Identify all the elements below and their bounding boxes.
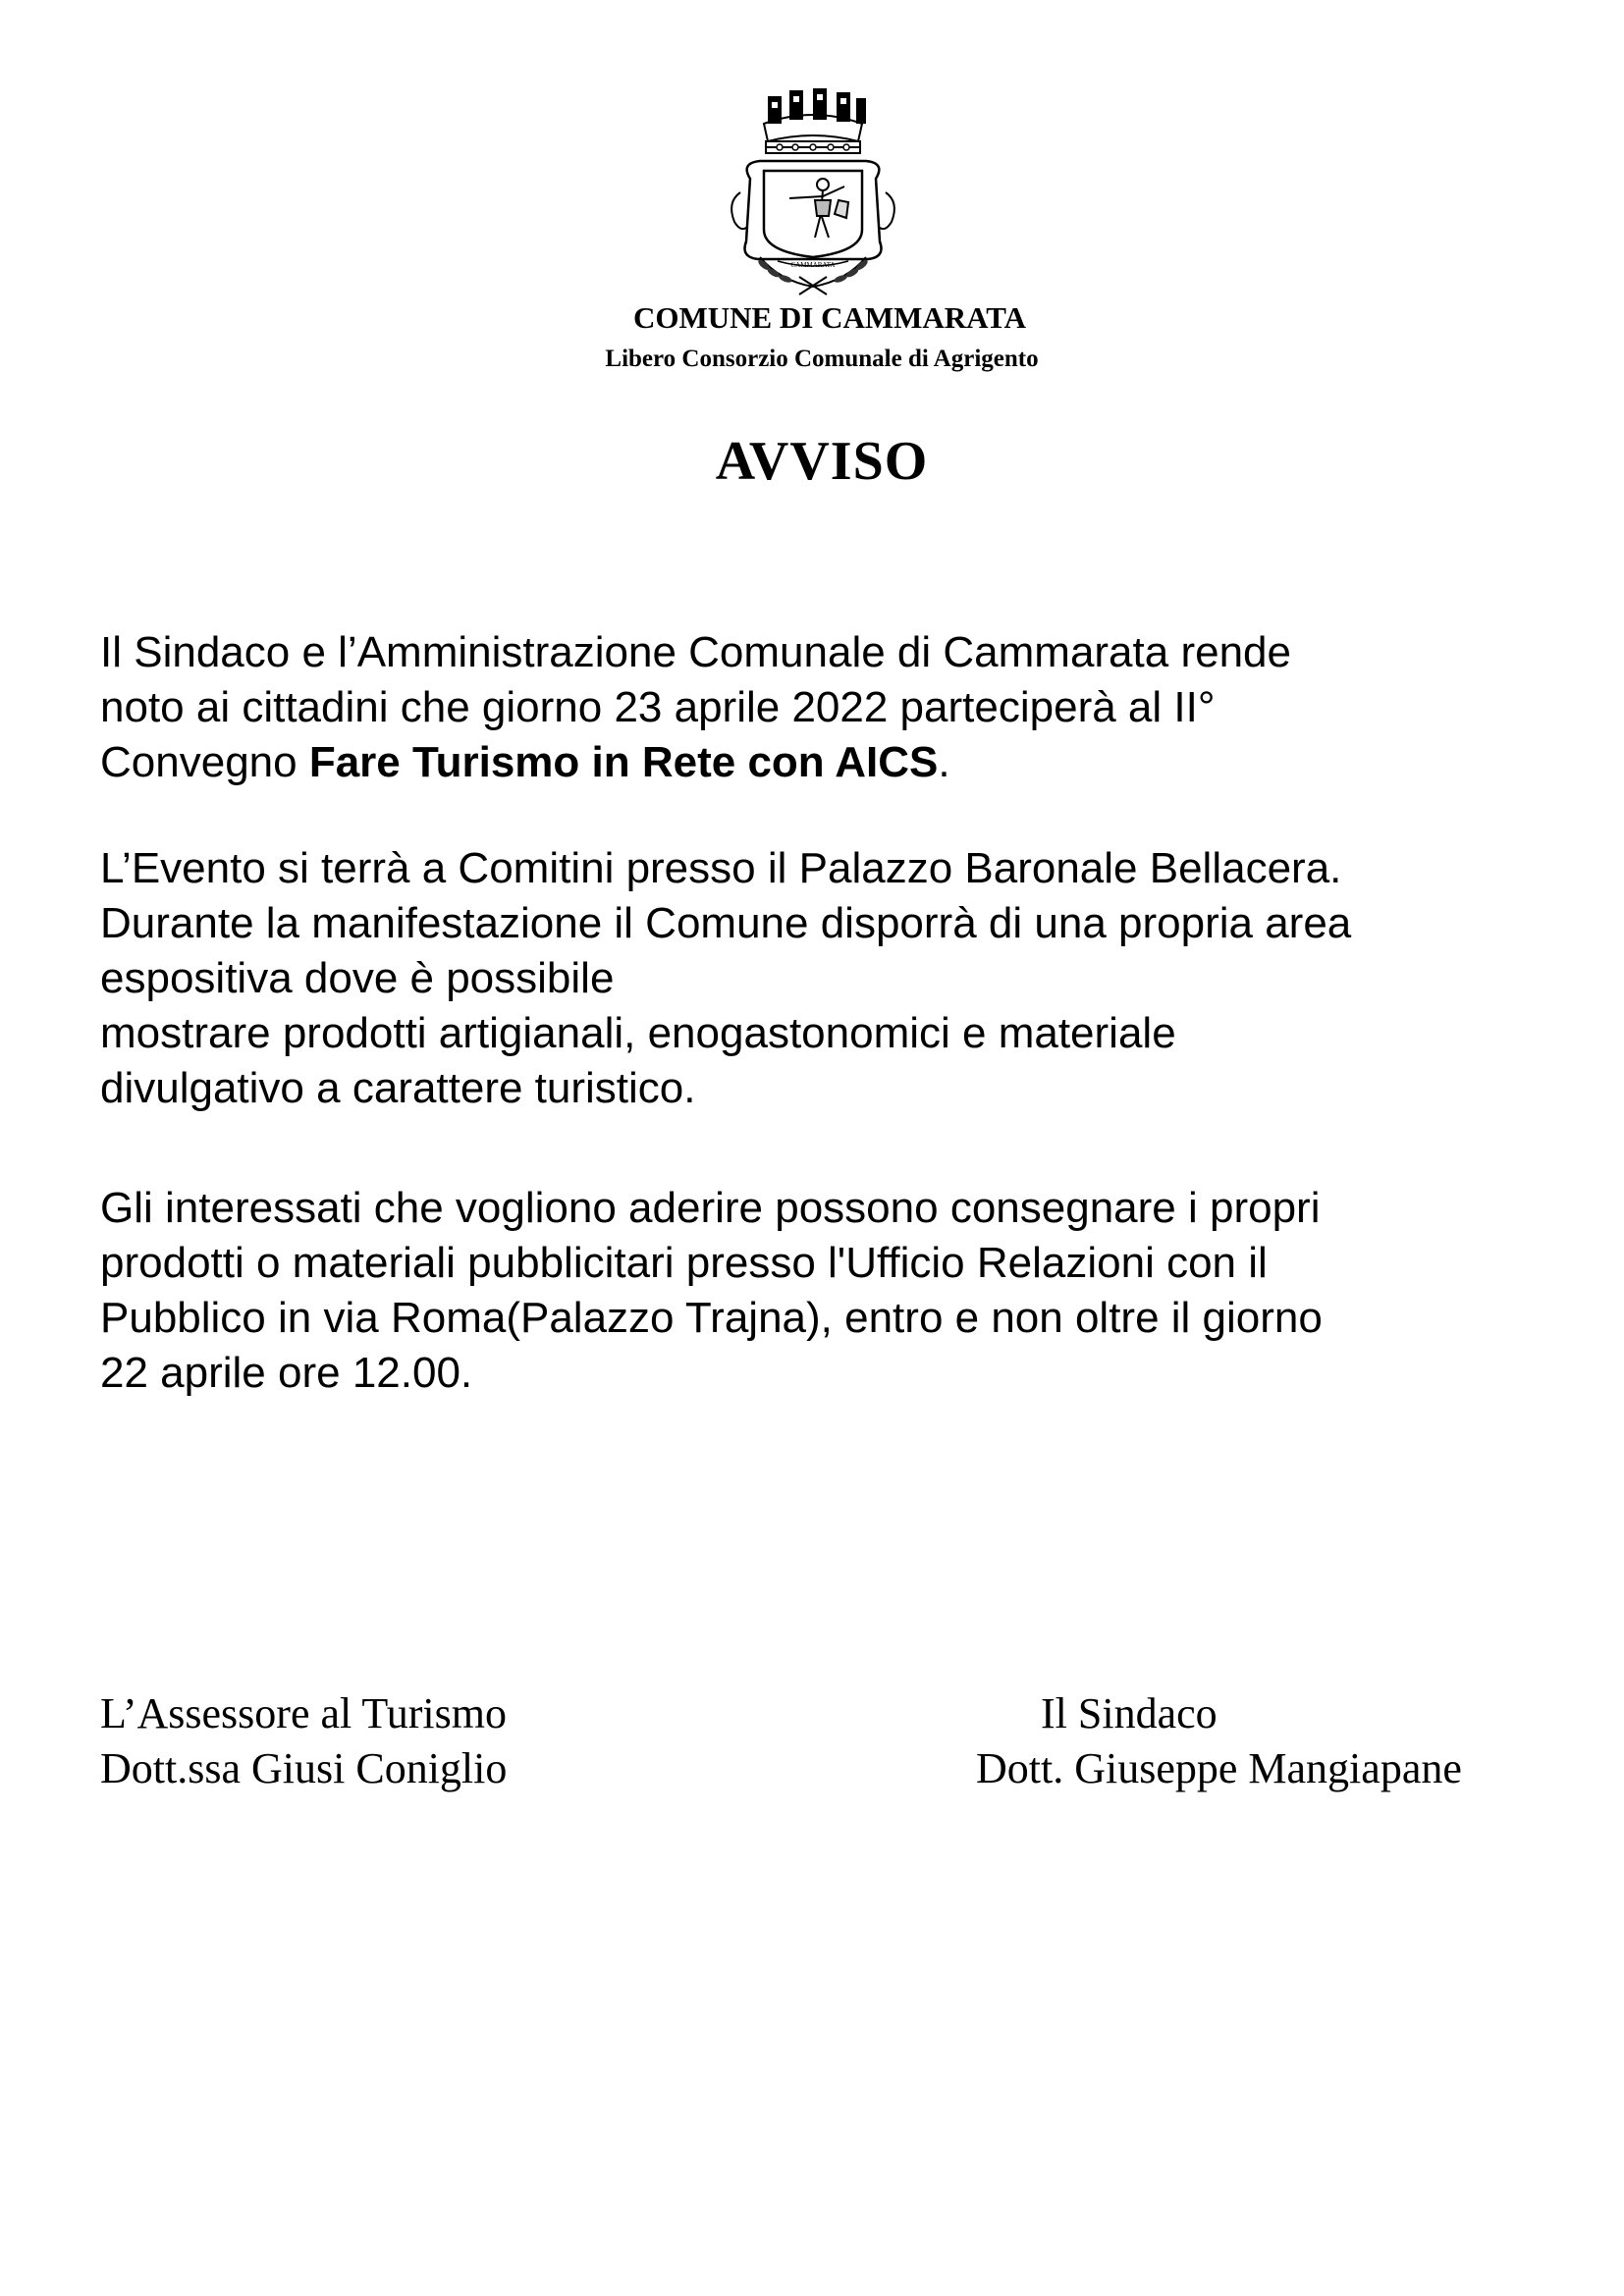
signature-role: Il Sindaco bbox=[1041, 1689, 1218, 1737]
paragraph-event-details bbox=[100, 841, 1553, 1116]
text-line: Durante la manifestazione il Comune disporrà di una propria area bbox=[100, 899, 1352, 947]
text-line: Pubblico in via Roma(Palazzo Trajna), entro e non oltre il giorno bbox=[100, 1294, 1323, 1342]
text-line: prodotti o materiali pubblicitari presso l'Ufficio Relazioni con il bbox=[100, 1239, 1268, 1287]
paragraph-announcement bbox=[100, 625, 1553, 790]
signature-assessore bbox=[100, 1686, 507, 1796]
page-title: AVVISO bbox=[715, 431, 929, 492]
text-line: espositiva dove è possibile bbox=[100, 954, 615, 1002]
text-line: Il Sindaco e l’Amministrazione Comunale di Cammarata rende bbox=[100, 628, 1291, 676]
signature-sindaco bbox=[976, 1686, 1462, 1796]
text-line bbox=[100, 735, 1553, 790]
signature-name: Dott. Giuseppe Mangiapane bbox=[976, 1744, 1462, 1792]
text-line: noto ai cittadini che giorno 23 aprile 2022 parteciperà al II° bbox=[100, 683, 1216, 731]
text-line: mostrare prodotti artigianali, enogastonomici e materiale bbox=[100, 1009, 1176, 1057]
text-line: divulgativo a carattere turistico. bbox=[100, 1064, 696, 1112]
crest-motto: CAMMARATA bbox=[790, 261, 836, 269]
paragraph-instructions bbox=[100, 1181, 1553, 1401]
text-line: Gli interessati che vogliono aderire possono consegnare i propri bbox=[100, 1184, 1321, 1232]
event-name: Fare Turismo in Rete con AICS bbox=[308, 738, 939, 786]
text-fragment: Convegno bbox=[100, 738, 309, 786]
coat-of-arms-icon bbox=[721, 84, 905, 298]
text-line: L’Evento si terrà a Comitini presso il Palazzo Baronale Bellacera. bbox=[100, 844, 1342, 892]
signature-name: Dott.ssa Giusi Coniglio bbox=[100, 1744, 508, 1792]
text-line: 22 aprile ore 12.00. bbox=[100, 1349, 473, 1397]
signature-role: L’Assessore al Turismo bbox=[100, 1689, 507, 1737]
comune-name: COMUNE DI CAMMARATA bbox=[632, 300, 1027, 335]
consorzio-name: Libero Consorzio Comunale di Agrigento bbox=[605, 346, 1039, 372]
text-fragment: . bbox=[938, 738, 950, 786]
